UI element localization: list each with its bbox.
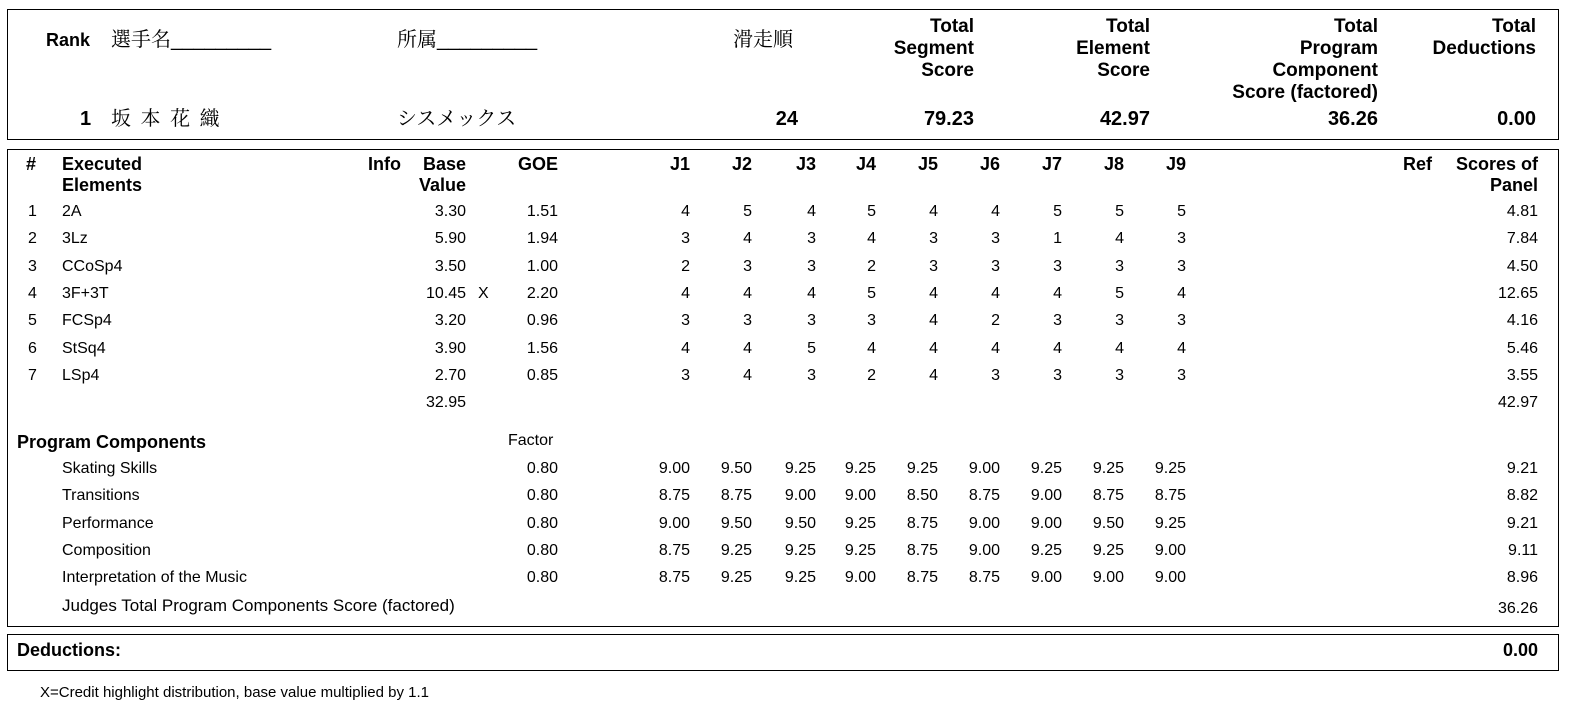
component-judge-score-j7: 9.00 bbox=[1030, 569, 1062, 587]
club-name: シスメックス bbox=[397, 108, 517, 130]
element-panel-score: 4.16 bbox=[1506, 312, 1538, 330]
element-goe: 1.56 bbox=[526, 339, 558, 357]
element-judge-score-j9: 4 bbox=[1177, 339, 1186, 357]
element-judge-score-j2: 3 bbox=[743, 257, 752, 275]
component-judge-score-j6: 9.00 bbox=[968, 460, 1000, 477]
element-num: 6 bbox=[28, 339, 37, 357]
component-judge-score-j2: 9.50 bbox=[720, 514, 752, 532]
element-panel-score: 7.84 bbox=[1506, 230, 1538, 248]
col-j3: J3 bbox=[795, 154, 816, 174]
rank-label: Rank bbox=[46, 30, 91, 50]
component-judge-score-j7: 9.00 bbox=[1030, 514, 1062, 532]
element-judge-score-j4: 4 bbox=[867, 339, 876, 357]
element-judge-score-j8: 4 bbox=[1115, 339, 1124, 357]
element-base-value: 2.70 bbox=[434, 366, 466, 384]
element-judge-score-j9: 5 bbox=[1177, 203, 1186, 220]
component-judge-score-j7: 9.25 bbox=[1030, 460, 1062, 477]
component-judge-score-j4: 9.00 bbox=[844, 569, 876, 587]
element-base-value: 5.90 bbox=[434, 230, 466, 248]
col-goe: GOE bbox=[517, 154, 558, 174]
element-judge-score-j3: 4 bbox=[807, 203, 816, 220]
element-judge-score-j5: 3 bbox=[929, 230, 938, 248]
component-judge-score-j1: 8.75 bbox=[658, 569, 690, 587]
element-judge-score-j8: 5 bbox=[1115, 284, 1124, 302]
component-name: Transitions bbox=[62, 487, 140, 505]
program-components-title: Program Components bbox=[17, 432, 207, 452]
element-judge-score-j1: 3 bbox=[681, 312, 690, 330]
component-judge-score-j4: 9.25 bbox=[844, 460, 876, 477]
element-judge-score-j5: 4 bbox=[929, 339, 938, 357]
element-name: 3Lz bbox=[62, 230, 88, 248]
component-judge-score-j1: 8.75 bbox=[658, 487, 690, 505]
component-judge-score-j7: 9.25 bbox=[1030, 541, 1062, 559]
component-name: Interpretation of the Music bbox=[62, 569, 247, 587]
tss-label: Total Segment Score bbox=[893, 16, 974, 81]
element-judge-score-j6: 4 bbox=[991, 339, 1000, 357]
element-judge-score-j4: 2 bbox=[867, 366, 876, 384]
col-j7: J7 bbox=[1041, 154, 1062, 174]
component-factor: 0.80 bbox=[526, 514, 558, 532]
component-judge-score-j2: 8.75 bbox=[720, 487, 752, 505]
component-factor: 0.80 bbox=[526, 541, 558, 559]
col-executed: Executed bbox=[62, 154, 143, 174]
element-goe: 1.94 bbox=[526, 230, 558, 248]
component-name: Performance bbox=[62, 514, 154, 532]
element-judge-score-j3: 3 bbox=[807, 312, 816, 330]
element-judge-score-j4: 5 bbox=[867, 203, 876, 220]
element-goe: 2.20 bbox=[526, 284, 558, 302]
component-judge-score-j9: 9.00 bbox=[1154, 569, 1186, 587]
element-judge-score-j1: 4 bbox=[681, 284, 690, 302]
element-base-value: 3.30 bbox=[434, 203, 466, 220]
element-judge-score-j1: 3 bbox=[681, 366, 690, 384]
element-num: 4 bbox=[28, 284, 37, 302]
component-factor: 0.80 bbox=[526, 569, 558, 587]
element-judge-score-j1: 2 bbox=[681, 257, 690, 275]
component-panel-score: 8.82 bbox=[1506, 487, 1538, 505]
element-judge-score-j8: 3 bbox=[1115, 366, 1124, 384]
col-info: Info bbox=[368, 154, 401, 174]
starting-order-value: 24 bbox=[775, 108, 798, 130]
element-judge-score-j2: 4 bbox=[743, 230, 752, 248]
element-judge-score-j9: 3 bbox=[1177, 230, 1186, 248]
col-scores-2: Panel bbox=[1489, 175, 1538, 195]
element-judge-score-j4: 4 bbox=[867, 230, 876, 248]
element-name: 3F+3T bbox=[62, 284, 109, 302]
element-name: StSq4 bbox=[62, 339, 106, 357]
element-num: 1 bbox=[28, 203, 37, 220]
element-judge-score-j3: 5 bbox=[807, 339, 816, 357]
element-judge-score-j2: 5 bbox=[743, 203, 752, 220]
component-judge-score-j3: 9.25 bbox=[784, 460, 816, 477]
component-name: Composition bbox=[62, 541, 151, 559]
footnote: X=Credit highlight distribution, base value multiplied by 1.1 bbox=[40, 684, 429, 701]
component-judge-score-j5: 8.75 bbox=[906, 569, 938, 587]
element-judge-score-j9: 4 bbox=[1177, 284, 1186, 302]
element-goe: 0.85 bbox=[526, 366, 558, 384]
element-info: X bbox=[478, 284, 489, 302]
element-base-value: 3.50 bbox=[434, 257, 466, 275]
component-judge-score-j6: 9.00 bbox=[968, 541, 1000, 559]
element-judge-score-j7: 1 bbox=[1053, 230, 1062, 248]
element-judge-score-j5: 4 bbox=[929, 203, 938, 220]
component-judge-score-j9: 8.75 bbox=[1154, 487, 1186, 505]
element-judge-score-j4: 2 bbox=[867, 257, 876, 275]
element-judge-score-j8: 3 bbox=[1115, 257, 1124, 275]
element-judge-score-j9: 3 bbox=[1177, 366, 1186, 384]
skater-name: 坂 本 花 織 bbox=[111, 108, 222, 130]
component-factor: 0.80 bbox=[526, 487, 558, 505]
col-ref: Ref bbox=[1402, 154, 1432, 174]
col-j8: J8 bbox=[1103, 154, 1124, 174]
component-judge-score-j8: 9.25 bbox=[1092, 460, 1124, 477]
element-name: LSp4 bbox=[62, 366, 100, 384]
component-panel-score: 9.21 bbox=[1506, 460, 1538, 477]
pcs-value: 36.26 bbox=[1327, 108, 1378, 130]
deductions-total: 0.00 bbox=[1502, 640, 1538, 660]
element-goe: 1.51 bbox=[526, 203, 558, 220]
tss-value: 79.23 bbox=[923, 108, 974, 130]
component-judge-score-j5: 8.50 bbox=[906, 487, 938, 505]
element-judge-score-j1: 4 bbox=[681, 203, 690, 220]
deductions-header-label: Total Deductions bbox=[1432, 16, 1536, 59]
element-judge-score-j1: 3 bbox=[681, 230, 690, 248]
col-j4: J4 bbox=[855, 154, 876, 174]
deductions-box bbox=[7, 634, 1559, 671]
element-score-total: 42.97 bbox=[1497, 394, 1538, 411]
element-judge-score-j2: 4 bbox=[743, 339, 752, 357]
component-judge-score-j2: 9.25 bbox=[720, 569, 752, 587]
component-judge-score-j2: 9.50 bbox=[720, 460, 752, 477]
element-judge-score-j7: 3 bbox=[1053, 366, 1062, 384]
component-judge-score-j8: 9.00 bbox=[1092, 569, 1124, 587]
element-num: 7 bbox=[28, 366, 37, 384]
component-judge-score-j4: 9.25 bbox=[844, 514, 876, 532]
component-judge-score-j6: 8.75 bbox=[968, 569, 1000, 587]
component-judge-score-j6: 9.00 bbox=[968, 514, 1000, 532]
component-panel-score: 8.96 bbox=[1506, 569, 1538, 587]
element-judge-score-j7: 3 bbox=[1053, 312, 1062, 330]
rank-value: 1 bbox=[80, 108, 92, 130]
pcs-label: Total Program Component Score (factored) bbox=[1232, 16, 1378, 103]
element-judge-score-j3: 3 bbox=[807, 230, 816, 248]
element-num: 5 bbox=[28, 312, 37, 330]
component-judge-score-j4: 9.00 bbox=[844, 487, 876, 505]
element-judge-score-j5: 3 bbox=[929, 257, 938, 275]
element-num: 3 bbox=[28, 257, 37, 275]
starting-order-label: 滑走順 bbox=[733, 29, 793, 51]
element-panel-score: 5.46 bbox=[1506, 339, 1538, 357]
element-judge-score-j8: 4 bbox=[1115, 230, 1124, 248]
element-judge-score-j2: 3 bbox=[743, 312, 752, 330]
component-judge-score-j1: 9.00 bbox=[658, 514, 690, 532]
component-judge-score-j3: 9.50 bbox=[784, 514, 816, 532]
element-judge-score-j3: 4 bbox=[807, 284, 816, 302]
component-judge-score-j5: 8.75 bbox=[906, 514, 938, 532]
component-judge-score-j2: 9.25 bbox=[720, 541, 752, 559]
element-judge-score-j6: 4 bbox=[991, 203, 1000, 220]
tes-value: 42.97 bbox=[1099, 108, 1150, 130]
col-base-2: Value bbox=[418, 175, 466, 195]
element-panel-score: 4.81 bbox=[1506, 203, 1538, 220]
base-value-total: 32.95 bbox=[425, 394, 466, 411]
col-base-1: Base bbox=[422, 154, 466, 174]
element-panel-score: 4.50 bbox=[1506, 257, 1538, 275]
element-judge-score-j8: 5 bbox=[1115, 203, 1124, 220]
element-name: CCoSp4 bbox=[62, 257, 123, 275]
component-judge-score-j9: 9.25 bbox=[1154, 460, 1186, 477]
component-judge-score-j6: 8.75 bbox=[968, 487, 1000, 505]
pcs-total-value: 36.26 bbox=[1497, 600, 1538, 617]
component-judge-score-j9: 9.00 bbox=[1154, 541, 1186, 559]
col-j5: J5 bbox=[917, 154, 938, 174]
element-judge-score-j1: 4 bbox=[681, 339, 690, 357]
col-j9: J9 bbox=[1165, 154, 1186, 174]
component-judge-score-j7: 9.00 bbox=[1030, 487, 1062, 505]
club-label: 所属_________ bbox=[397, 29, 538, 51]
col-scores-1: Scores of bbox=[1455, 154, 1538, 174]
element-num: 2 bbox=[28, 230, 37, 248]
col-elements: Elements bbox=[62, 175, 143, 195]
col-j1: J1 bbox=[669, 154, 690, 174]
element-base-value: 3.20 bbox=[434, 312, 466, 330]
element-name: FCSp4 bbox=[62, 312, 112, 330]
component-judge-score-j8: 9.25 bbox=[1092, 541, 1124, 559]
element-judge-score-j3: 3 bbox=[807, 366, 816, 384]
component-name: Skating Skills bbox=[62, 460, 158, 477]
component-judge-score-j5: 9.25 bbox=[906, 460, 938, 477]
element-judge-score-j7: 4 bbox=[1053, 284, 1062, 302]
component-judge-score-j8: 8.75 bbox=[1092, 487, 1124, 505]
col-j2: J2 bbox=[731, 154, 752, 174]
element-judge-score-j2: 4 bbox=[743, 284, 752, 302]
factor-label: Factor bbox=[508, 432, 554, 449]
tes-label: Total Element Score bbox=[1076, 16, 1150, 81]
element-judge-score-j5: 4 bbox=[929, 284, 938, 302]
element-judge-score-j6: 3 bbox=[991, 257, 1000, 275]
element-judge-score-j6: 4 bbox=[991, 284, 1000, 302]
component-factor: 0.80 bbox=[526, 460, 558, 477]
element-panel-score: 3.55 bbox=[1506, 366, 1538, 384]
component-judge-score-j3: 9.25 bbox=[784, 569, 816, 587]
component-judge-score-j8: 9.50 bbox=[1092, 514, 1124, 532]
element-judge-score-j7: 5 bbox=[1053, 203, 1062, 220]
element-judge-score-j2: 4 bbox=[743, 366, 752, 384]
component-judge-score-j9: 9.25 bbox=[1154, 514, 1186, 532]
element-judge-score-j7: 3 bbox=[1053, 257, 1062, 275]
pcs-total-label: Judges Total Program Components Score (factored) bbox=[62, 596, 455, 615]
component-judge-score-j3: 9.00 bbox=[784, 487, 816, 505]
deductions-value: 0.00 bbox=[1497, 108, 1536, 130]
element-judge-score-j7: 4 bbox=[1053, 339, 1062, 357]
skater-name-label: 選手名_________ bbox=[111, 29, 272, 51]
element-judge-score-j6: 3 bbox=[991, 366, 1000, 384]
element-base-value: 10.45 bbox=[425, 284, 466, 302]
element-base-value: 3.90 bbox=[434, 339, 466, 357]
component-judge-score-j1: 9.00 bbox=[658, 460, 690, 477]
component-panel-score: 9.21 bbox=[1506, 514, 1538, 532]
element-judge-score-j5: 4 bbox=[929, 312, 938, 330]
element-panel-score: 12.65 bbox=[1497, 284, 1538, 302]
element-name: 2A bbox=[62, 203, 82, 220]
component-judge-score-j3: 9.25 bbox=[784, 541, 816, 559]
col-num: # bbox=[26, 154, 37, 174]
component-judge-score-j5: 8.75 bbox=[906, 541, 938, 559]
element-judge-score-j8: 3 bbox=[1115, 312, 1124, 330]
deductions-label: Deductions: bbox=[17, 640, 122, 660]
element-goe: 1.00 bbox=[526, 257, 558, 275]
element-judge-score-j9: 3 bbox=[1177, 257, 1186, 275]
element-judge-score-j6: 3 bbox=[991, 230, 1000, 248]
element-judge-score-j4: 5 bbox=[867, 284, 876, 302]
component-judge-score-j4: 9.25 bbox=[844, 541, 876, 559]
element-judge-score-j5: 4 bbox=[929, 366, 938, 384]
element-goe: 0.96 bbox=[526, 312, 558, 330]
element-judge-score-j3: 3 bbox=[807, 257, 816, 275]
element-judge-score-j4: 3 bbox=[867, 312, 876, 330]
component-panel-score: 9.11 bbox=[1508, 541, 1538, 559]
component-judge-score-j1: 8.75 bbox=[658, 541, 690, 559]
element-judge-score-j6: 2 bbox=[991, 312, 1000, 330]
col-j6: J6 bbox=[979, 154, 1000, 174]
element-judge-score-j9: 3 bbox=[1177, 312, 1186, 330]
